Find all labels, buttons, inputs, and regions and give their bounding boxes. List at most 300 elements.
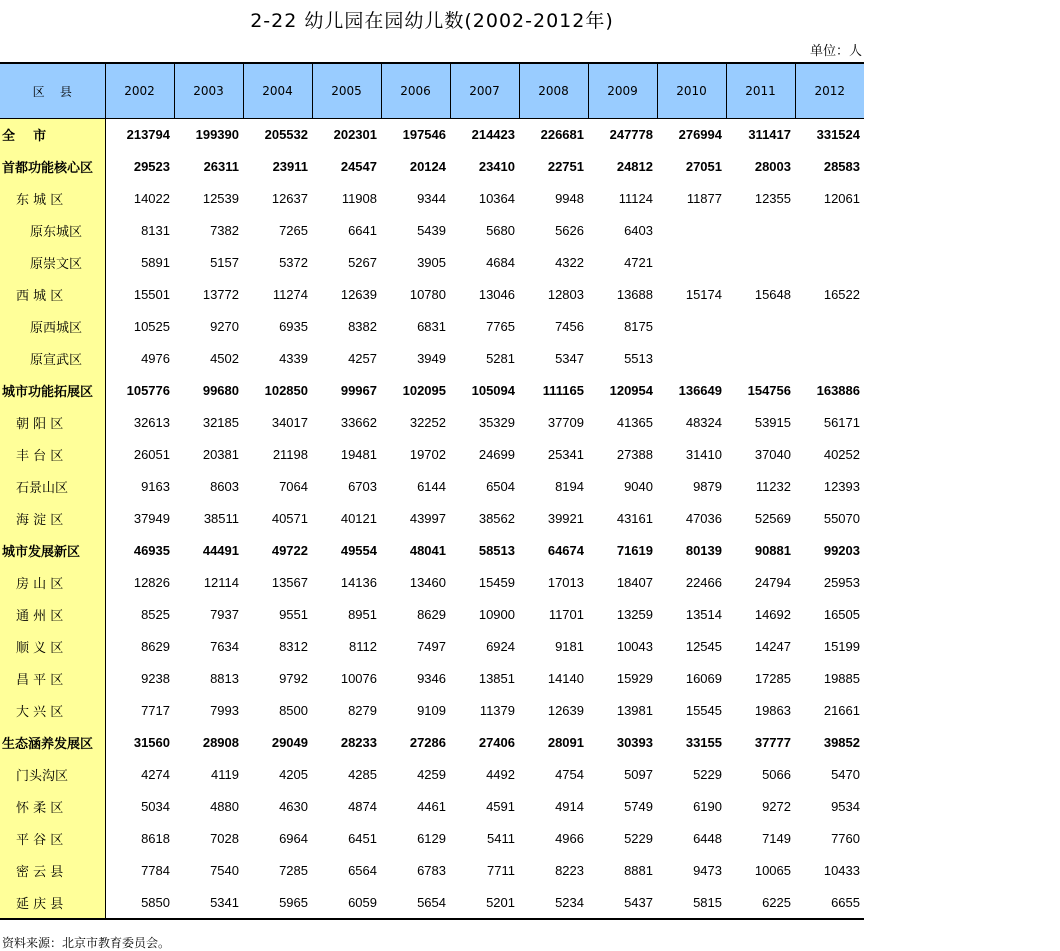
table-cell: 39921: [547, 511, 584, 526]
table-row: [0, 407, 864, 439]
table-cell: 10076: [340, 671, 377, 686]
header-year: 2011: [726, 63, 795, 119]
table-cell: 213794: [126, 127, 170, 143]
table-cell: 17285: [754, 671, 791, 686]
header-year: 2006: [381, 63, 450, 119]
table-cell: 12355: [754, 191, 791, 206]
table-cell: 25953: [823, 575, 860, 590]
table-cell: 8951: [348, 607, 377, 622]
table-row: [0, 343, 864, 375]
district-name: 原西城区: [0, 311, 105, 343]
table-cell: 20381: [202, 447, 239, 462]
table-cell: 4976: [141, 351, 170, 366]
table-cell: 5680: [486, 223, 515, 238]
table-cell: 40121: [340, 511, 377, 526]
table-cell: 99967: [340, 383, 377, 398]
table-cell: 43161: [616, 511, 653, 526]
table-cell: 4754: [555, 767, 584, 782]
district-name: 顺 义 区: [0, 631, 105, 663]
table-cell: 7937: [210, 607, 239, 622]
table-cell: 38562: [478, 511, 515, 526]
table-cell: 4880: [210, 799, 239, 814]
table-cell: 5411: [487, 831, 515, 846]
header-row: [0, 63, 864, 119]
table-cell: 15648: [754, 287, 791, 302]
table-cell: 4684: [486, 255, 515, 270]
table-cell: 10780: [409, 287, 446, 302]
district-name: 原东城区: [0, 215, 105, 247]
header-year: 2002: [105, 63, 174, 119]
table-cell: 43997: [409, 511, 446, 526]
table-row: [0, 279, 864, 311]
district-name: 原宣武区: [0, 343, 105, 375]
table-row: [0, 247, 864, 279]
table-cell: 9270: [210, 319, 239, 334]
table-cell: 15501: [133, 287, 170, 302]
table-cell: 11274: [272, 287, 308, 302]
table-cell: 37949: [133, 511, 170, 526]
district-name: 海 淀 区: [0, 503, 105, 535]
page-title: 2-22 幼儿园在园幼儿数(2002-2012年): [250, 10, 614, 32]
table-row: [0, 823, 864, 855]
table-row: [0, 215, 864, 247]
table-cell: 15199: [823, 639, 860, 654]
table-cell: 4205: [279, 767, 308, 782]
table-cell: 9181: [555, 639, 584, 654]
district-name: 大 兴 区: [0, 695, 105, 727]
table-row: [0, 471, 864, 503]
table-cell: 5267: [348, 255, 377, 270]
table-cell: 25341: [547, 447, 584, 462]
table-cell: 5654: [381, 887, 450, 919]
table-cell: 12639: [340, 287, 377, 302]
table-row: [0, 503, 864, 535]
table-cell: [795, 247, 864, 279]
table-cell: 23410: [478, 159, 515, 174]
table-cell: 18407: [616, 575, 653, 590]
table-cell: 17013: [547, 575, 584, 590]
table-cell: 5437: [588, 887, 657, 919]
table-cell: 53915: [754, 415, 791, 430]
table-cell: 4721: [624, 255, 653, 270]
table-row: [0, 375, 864, 407]
table-cell: 8112: [349, 639, 377, 654]
table-cell: 11124: [618, 191, 653, 206]
table-cell: 80139: [685, 543, 722, 558]
table-cell: 5157: [210, 255, 239, 270]
table-cell: 34017: [271, 415, 308, 430]
table-cell: 214423: [471, 127, 515, 143]
header-year: 2010: [657, 63, 726, 119]
table-cell: [657, 247, 726, 279]
table-cell: 8223: [555, 863, 584, 878]
table-row: [0, 567, 864, 599]
table-cell: 5626: [555, 223, 584, 238]
table-cell: 23911: [272, 159, 308, 174]
district-name: 东 城 区: [0, 183, 105, 215]
table-cell: 6831: [417, 319, 446, 334]
district-name: 门头沟区: [0, 759, 105, 791]
district-name: 生态涵养发展区: [0, 727, 105, 759]
table-cell: 27388: [616, 447, 653, 462]
table-cell: 111165: [542, 383, 584, 398]
table-cell: 331524: [816, 127, 860, 143]
table-cell: [795, 343, 864, 375]
table-cell: 9344: [417, 191, 446, 206]
table-cell: 9534: [831, 799, 860, 814]
table-cell: 6924: [486, 639, 515, 654]
table-cell: 5470: [831, 767, 860, 782]
district-name: 丰 台 区: [0, 439, 105, 471]
table-cell: [657, 215, 726, 247]
table-cell: 9792: [279, 671, 308, 686]
table-cell: 5439: [417, 223, 446, 238]
table-cell: 6504: [486, 479, 515, 494]
table-cell: 7540: [210, 863, 239, 878]
table-cell: 19863: [754, 703, 791, 718]
header-district: 区 县: [0, 63, 105, 119]
table-cell: 40571: [271, 511, 308, 526]
table-cell: 11232: [755, 479, 791, 494]
table-cell: 6129: [417, 831, 446, 846]
table-cell: 9272: [762, 799, 791, 814]
table-row: [0, 631, 864, 663]
table-row: [0, 183, 864, 215]
table-cell: 14140: [547, 671, 584, 686]
table-cell: 12545: [685, 639, 722, 654]
table-cell: 7149: [762, 831, 791, 846]
table-cell: [726, 215, 795, 247]
table-cell: 6144: [417, 479, 446, 494]
table-cell: 6403: [624, 223, 653, 238]
district-name: 延 庆 县: [0, 887, 105, 919]
table-cell: 10525: [133, 319, 170, 334]
table-cell: 7717: [141, 703, 170, 718]
district-name: 原崇文区: [0, 247, 105, 279]
header-year: 2007: [450, 63, 519, 119]
table-cell: 7497: [417, 639, 446, 654]
table-cell: 99680: [202, 383, 239, 398]
table-cell: 9551: [279, 607, 308, 622]
table-cell: 30393: [616, 735, 653, 750]
table-cell: 37709: [547, 415, 584, 430]
table-cell: 4461: [417, 799, 446, 814]
district-name: 石景山区: [0, 471, 105, 503]
table-row: [0, 727, 864, 759]
table-cell: 14692: [754, 607, 791, 622]
table-cell: 311417: [748, 127, 791, 143]
table-cell: 5347: [555, 351, 584, 366]
table-cell: 15929: [616, 671, 653, 686]
table-cell: 11379: [479, 703, 515, 718]
table-cell: 5234: [519, 887, 588, 919]
table-cell: 21661: [823, 703, 860, 718]
table-row: [0, 119, 864, 151]
table-cell: 8618: [141, 831, 170, 846]
table-cell: 5097: [624, 767, 653, 782]
table-cell: 5891: [141, 255, 170, 270]
header-year: 2003: [174, 63, 243, 119]
table-cell: 58513: [478, 543, 515, 558]
table-cell: 31560: [133, 735, 170, 750]
table-cell: 5850: [105, 887, 174, 919]
table-cell: 24794: [754, 575, 791, 590]
data-table: [0, 62, 864, 920]
district-name: 城市功能拓展区: [0, 375, 105, 407]
table-cell: 27406: [478, 735, 515, 750]
table-cell: 8813: [210, 671, 239, 686]
table-cell: 33662: [340, 415, 377, 430]
table-cell: 7634: [210, 639, 239, 654]
table-cell: 19481: [340, 447, 377, 462]
table-cell: 27286: [409, 735, 446, 750]
table-cell: 4874: [348, 799, 377, 814]
table-cell: 20124: [409, 159, 446, 174]
table-row: [0, 599, 864, 631]
table-cell: 10043: [616, 639, 653, 654]
table-row: [0, 311, 864, 343]
table-cell: 39852: [823, 735, 860, 750]
table-cell: 4274: [141, 767, 170, 782]
district-name: 西 城 区: [0, 279, 105, 311]
table-cell: 40252: [823, 447, 860, 462]
district-name: 城市发展新区: [0, 535, 105, 567]
table-cell: 4966: [555, 831, 584, 846]
table-cell: 10900: [478, 607, 515, 622]
table-row: [0, 791, 864, 823]
table-cell: 28091: [547, 735, 584, 750]
table-cell: 226681: [540, 127, 584, 143]
table-cell: 6451: [348, 831, 377, 846]
table-cell: 102095: [402, 383, 446, 398]
table-cell: 14136: [340, 575, 377, 590]
table-cell: 4914: [555, 799, 584, 814]
table-cell: 247778: [609, 127, 653, 143]
table-cell: 8525: [141, 607, 170, 622]
table-cell: 32613: [133, 415, 170, 430]
table-cell: 202301: [333, 127, 377, 143]
table-cell: 8312: [279, 639, 308, 654]
table-cell: 26311: [203, 159, 239, 174]
header-year: 2008: [519, 63, 588, 119]
table-cell: 8382: [348, 319, 377, 334]
table-cell: [657, 311, 726, 343]
table-cell: 32185: [202, 415, 239, 430]
table-cell: 205532: [264, 127, 308, 143]
table-cell: 22466: [685, 575, 722, 590]
table-cell: 49554: [340, 543, 377, 558]
table-cell: [726, 311, 795, 343]
table-cell: 4591: [486, 799, 515, 814]
table-cell: 13567: [271, 575, 308, 590]
table-cell: 120954: [609, 383, 653, 398]
table-cell: 9948: [555, 191, 584, 206]
table-cell: 12639: [547, 703, 584, 718]
table-row: [0, 695, 864, 727]
table-cell: 35329: [478, 415, 515, 430]
table-cell: 28003: [754, 159, 791, 174]
table-cell: 13851: [478, 671, 515, 686]
table-cell: 15545: [685, 703, 722, 718]
table-cell: 4492: [486, 767, 515, 782]
table-cell: 19702: [409, 447, 446, 462]
table-cell: [795, 215, 864, 247]
table-cell: 13772: [202, 287, 239, 302]
table-cell: 13046: [478, 287, 515, 302]
table-cell: 90881: [754, 543, 791, 558]
district-name: 首都功能核心区: [0, 151, 105, 183]
table-cell: 4322: [555, 255, 584, 270]
table-row: [0, 151, 864, 183]
table-cell: 26051: [133, 447, 170, 462]
table-cell: 105776: [126, 383, 170, 398]
table-row: [0, 855, 864, 887]
district-name: 平 谷 区: [0, 823, 105, 855]
table-cell: 10065: [754, 863, 791, 878]
table-cell: 71619: [616, 543, 653, 558]
district-name: 全 市: [0, 119, 105, 151]
table-cell: 8500: [279, 703, 308, 718]
table-cell: 6448: [693, 831, 722, 846]
table-cell: 6225: [726, 887, 795, 919]
table-cell: 7285: [279, 863, 308, 878]
table-cell: 10364: [478, 191, 515, 206]
table-cell: 5281: [486, 351, 515, 366]
table-cell: 13688: [616, 287, 653, 302]
table-cell: 7765: [486, 319, 515, 334]
table-cell: 13514: [685, 607, 722, 622]
table-cell: 9473: [693, 863, 722, 878]
header-year: 2005: [312, 63, 381, 119]
table-cell: 32252: [409, 415, 446, 430]
table-cell: 4502: [210, 351, 239, 366]
table-cell: [795, 311, 864, 343]
table-body: [0, 119, 864, 919]
table-cell: 11701: [548, 607, 584, 622]
table-cell: 46935: [133, 543, 170, 558]
table-cell: 13259: [616, 607, 653, 622]
table-cell: 9879: [693, 479, 722, 494]
header-year: 2009: [588, 63, 657, 119]
table-cell: 15174: [685, 287, 722, 302]
table-cell: 12803: [547, 287, 584, 302]
table-cell: 8131: [141, 223, 170, 238]
table-cell: 9163: [141, 479, 170, 494]
table-cell: 52569: [754, 511, 791, 526]
table-cell: 49722: [271, 543, 308, 558]
table-cell: 276994: [678, 127, 722, 143]
table-cell: 8603: [210, 479, 239, 494]
table-cell: 37777: [754, 735, 791, 750]
table-cell: 6564: [348, 863, 377, 878]
table-cell: 22751: [547, 159, 584, 174]
table-cell: 16505: [823, 607, 860, 622]
district-name: 昌 平 区: [0, 663, 105, 695]
table-cell: 14022: [133, 191, 170, 206]
district-name: 通 州 区: [0, 599, 105, 631]
table-row: [0, 535, 864, 567]
table-cell: 7382: [210, 223, 239, 238]
table-cell: 8194: [555, 479, 584, 494]
table-cell: 6964: [279, 831, 308, 846]
source-note: 资料来源：北京市教育委员会。: [2, 936, 171, 950]
table-cell: 5229: [624, 831, 653, 846]
table-cell: 55070: [823, 511, 860, 526]
table-cell: 8175: [624, 319, 653, 334]
table-row: [0, 759, 864, 791]
table-cell: 12393: [823, 479, 860, 494]
table-cell: 44491: [202, 543, 239, 558]
table-cell: 9346: [417, 671, 446, 686]
table-cell: 12061: [823, 191, 860, 206]
table-cell: 5341: [174, 887, 243, 919]
table-cell: 6641: [348, 223, 377, 238]
district-name: 房 山 区: [0, 567, 105, 599]
district-name: 朝 阳 区: [0, 407, 105, 439]
table-cell: 11877: [686, 191, 722, 206]
table-cell: 19885: [823, 671, 860, 686]
table-cell: 31410: [685, 447, 722, 462]
table-cell: 102850: [264, 383, 308, 398]
table-cell: 24812: [616, 159, 653, 174]
table-cell: 12114: [203, 575, 239, 590]
table-cell: 12637: [271, 191, 308, 206]
table-cell: 136649: [678, 383, 722, 398]
table-cell: 8629: [141, 639, 170, 654]
table-cell: 37040: [754, 447, 791, 462]
table-cell: 8279: [348, 703, 377, 718]
table-cell: 163886: [816, 383, 860, 398]
table-cell: 6059: [312, 887, 381, 919]
table-cell: 16069: [685, 671, 722, 686]
table-cell: 21198: [272, 447, 308, 462]
table-cell: 28583: [823, 159, 860, 174]
table-cell: 5965: [243, 887, 312, 919]
table-cell: 154756: [747, 383, 791, 398]
table-cell: 5066: [762, 767, 791, 782]
table-cell: 4119: [211, 767, 239, 782]
table-cell: 48324: [685, 415, 722, 430]
table-cell: 6190: [693, 799, 722, 814]
table-cell: 5749: [624, 799, 653, 814]
table-cell: 6703: [348, 479, 377, 494]
table-cell: 7711: [487, 863, 515, 878]
table-cell: [726, 343, 795, 375]
table-cell: 15459: [478, 575, 515, 590]
table-cell: 64674: [547, 543, 584, 558]
table-cell: 24547: [340, 159, 377, 174]
table-cell: 5229: [693, 767, 722, 782]
table-cell: 7265: [279, 223, 308, 238]
table-cell: 11908: [341, 191, 377, 206]
table-cell: 12539: [202, 191, 239, 206]
table-cell: 4259: [417, 767, 446, 782]
table-cell: [657, 343, 726, 375]
table-cell: 24699: [478, 447, 515, 462]
table-cell: 4339: [279, 351, 308, 366]
table-cell: 13981: [616, 703, 653, 718]
table-cell: 3905: [417, 255, 446, 270]
table-cell: 28233: [340, 735, 377, 750]
district-name: 怀 柔 区: [0, 791, 105, 823]
header-year: 2012: [795, 63, 864, 119]
table-cell: 4630: [279, 799, 308, 814]
table-row: [0, 439, 864, 471]
table-cell: 28908: [202, 735, 239, 750]
table-cell: 29523: [133, 159, 170, 174]
table-cell: 3949: [417, 351, 446, 366]
table-cell: 6783: [417, 863, 446, 878]
